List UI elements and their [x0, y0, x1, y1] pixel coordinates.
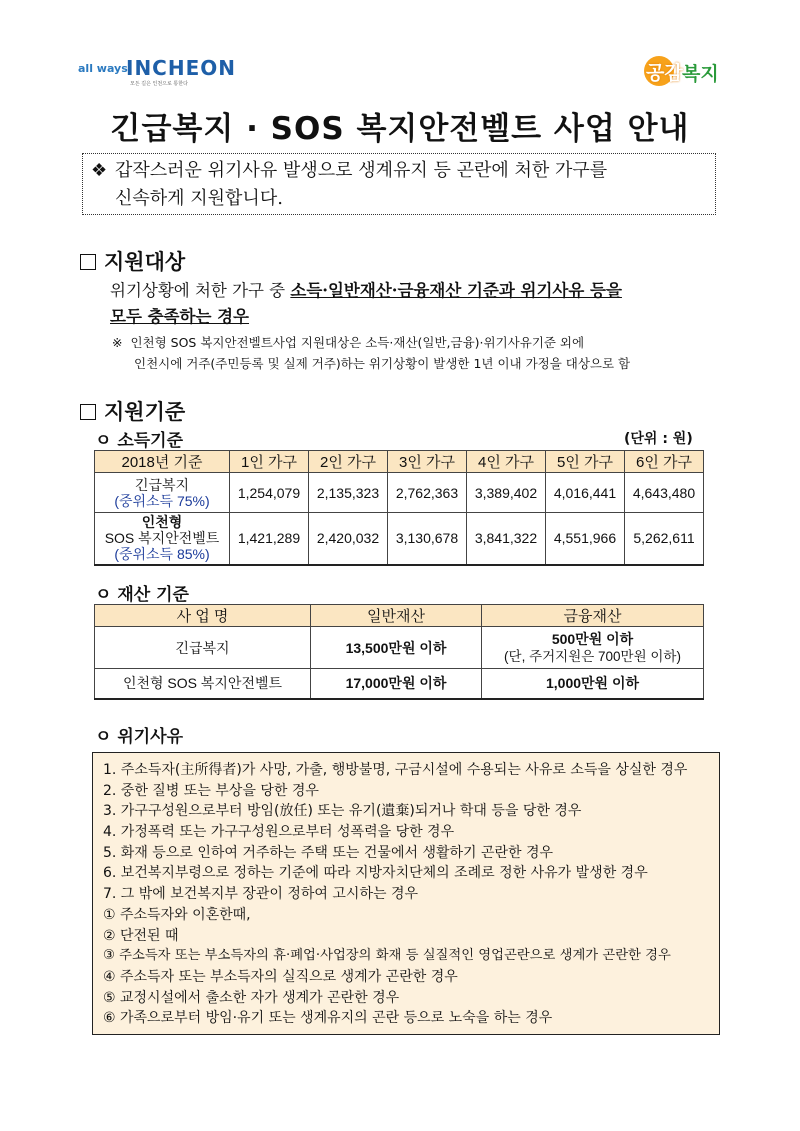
income-cell: 4,643,480 — [625, 473, 704, 513]
logo-part1: 공감 — [646, 62, 683, 84]
income-cell: 3,389,402 — [467, 473, 546, 513]
income-header-cell: 6인 가구 — [625, 451, 704, 473]
income-cell: 1,421,289 — [230, 513, 309, 565]
row-name-line2: SOS 복지안전벨트 — [104, 530, 220, 547]
crisis-subitem: ② 단전된 때 — [103, 927, 179, 944]
crisis-item: 4. 가정폭력 또는 가구구성원으로부터 성폭력을 당한 경우 — [103, 824, 455, 841]
property-financial: 1,000만원 이하 — [482, 669, 704, 699]
property-header-row — [95, 605, 704, 627]
crisis-item: 1. 주소득자(主所得者)가 사망, 가출, 행방불명, 구금시설에 수용되는 사유로 소득을 상실한 경우 — [103, 762, 688, 778]
note-line1: 인천형 SOS 복지안전벨트사업 지원대상은 소득·재산(일반,금융)·위기사유기준 외에 — [130, 335, 585, 350]
income-row-name — [95, 473, 230, 513]
income-cell: 4,551,966 — [546, 513, 625, 565]
income-unit: (단위 : 원) — [624, 431, 693, 447]
target-text-a: 위기상황에 처한 가구 중 — [110, 281, 291, 300]
row-name-line1: 긴급복지 — [134, 476, 190, 493]
crisis-item: 6. 보건복지부령으로 정하는 기준에 따라 지방자치단체의 조례로 정한 사유가 발생한 경우 — [103, 865, 648, 882]
logo-prefix: all ways — [78, 62, 128, 75]
property-general: 17,000만원 이하 — [311, 669, 482, 699]
income-header-cell: 3인 가구 — [388, 451, 467, 473]
property-header-cell: 사 업 명 — [95, 605, 311, 627]
crisis-subitem: ⑤ 교정시설에서 출소한 자가 생계가 곤란한 경우 — [103, 989, 400, 1006]
property-row-emergency — [95, 627, 704, 669]
incheon-logo — [78, 56, 236, 90]
property-table — [94, 604, 704, 700]
diamond-bullet-icon: ❖ — [91, 160, 108, 181]
section-target-title: 지원대상 — [104, 250, 186, 274]
income-header-cell: 2인 가구 — [309, 451, 388, 473]
income-table — [94, 450, 704, 566]
note-line2: 인천시에 거주(주민등록 및 실제 거주)하는 위기상황이 발생한 1년 이내 가정을 대상으로 함 — [134, 356, 631, 371]
property-row-name: 인천형 SOS 복지안전벨트 — [95, 669, 311, 699]
crisis-item: 2. 중한 질병 또는 부상을 당한 경우 — [103, 782, 319, 799]
income-row-sos — [95, 513, 704, 565]
income-cell: 4,016,441 — [546, 473, 625, 513]
income-header-cell: 1인 가구 — [230, 451, 309, 473]
income-header-row — [95, 451, 704, 473]
property-label: ㅇ 재산 기준 — [95, 585, 189, 605]
income-cell: 2,420,032 — [309, 513, 388, 565]
section-target-heading — [80, 246, 185, 276]
crisis-item: 7. 그 밖에 보건복지부 장관이 정하여 고시하는 경우 — [103, 886, 418, 903]
income-cell: 2,762,363 — [388, 473, 467, 513]
page-title: 긴급복지 · SOS 복지안전벨트 사업 안내 — [110, 111, 690, 147]
intro-line2: 신속하게 지원합니다. — [115, 188, 283, 209]
crisis-item: 5. 화재 등으로 인하여 거주하는 주택 또는 건물에서 생활하기 곤란한 경우 — [103, 844, 554, 861]
section-criteria-title: 지원기준 — [104, 400, 186, 424]
logo-name: INCHEON — [126, 56, 236, 80]
logo-tagline: 모든 길은 인천으로 통한다 — [130, 81, 188, 87]
crisis-subitem: ① 주소득자와 이혼한때, — [103, 906, 251, 923]
income-header-cell: 2018년 기준 — [95, 451, 230, 473]
row-name-ratio: (중위소득 85%) — [114, 546, 210, 563]
property-header-cell: 금융재산 — [482, 605, 704, 627]
income-row-emergency — [95, 473, 704, 513]
row-name-line1: 인천형 — [141, 514, 183, 531]
checkbox-square-icon — [80, 254, 96, 270]
income-header-cell: 5인 가구 — [546, 451, 625, 473]
crisis-subitem: ③ 주소득자 또는 부소득자의 휴·폐업·사업장의 화재 등 실질적인 영업곤란으로 생계가 곤란한 경우 — [103, 948, 671, 964]
crisis-subitem: ④ 주소득자 또는 부소득자의 실직으로 생계가 곤란한 경우 — [103, 968, 458, 985]
intro-box — [82, 153, 716, 215]
income-header-cell: 4인 가구 — [467, 451, 546, 473]
income-cell: 5,262,611 — [625, 513, 704, 565]
logo-part2: 복지 — [682, 63, 719, 85]
crisis-subitem: ⑥ 가족으로부터 방임·유기 또는 생계유지의 곤란 등으로 노숙을 하는 경우 — [103, 1010, 553, 1027]
gonggam-bokji-logo — [644, 52, 726, 90]
income-label: ㅇ 소득기준 — [95, 431, 184, 451]
target-description — [110, 278, 710, 330]
row-name-ratio: (중위소득 75%) — [114, 492, 210, 509]
income-cell: 3,130,678 — [388, 513, 467, 565]
target-note — [112, 332, 712, 374]
property-financial: 500만원 이하 — [551, 630, 634, 647]
property-financial-cell — [482, 627, 704, 669]
section-criteria-heading — [80, 396, 185, 426]
property-row-sos — [95, 669, 704, 699]
target-text-b: 소득·일반재산·금융재산 기준과 위기사유 등을 — [290, 281, 622, 300]
target-text-c: 모두 충족하는 경우 — [110, 307, 250, 326]
crisis-label: ㅇ 위기사유 — [95, 727, 184, 747]
property-financial-note: (단, 주거지원은 700만원 이하) — [504, 648, 681, 664]
property-row-name: 긴급복지 — [95, 627, 311, 669]
checkbox-square-icon — [80, 404, 96, 420]
property-general: 13,500만원 이하 — [311, 627, 482, 669]
intro-line1: 갑작스러운 위기사유 발생으로 생계유지 등 곤란에 처한 가구를 — [115, 160, 608, 181]
crisis-item: 3. 가구구성원으로부터 방임(放任) 또는 유기(遺棄)되거나 학대 등을 당한 경우 — [103, 803, 582, 820]
crisis-box — [92, 752, 720, 1035]
income-cell: 3,841,322 — [467, 513, 546, 565]
income-cell: 2,135,323 — [309, 473, 388, 513]
income-row-name — [95, 513, 230, 565]
income-cell: 1,254,079 — [230, 473, 309, 513]
property-header-cell: 일반재산 — [311, 605, 482, 627]
note-mark: ※ — [112, 335, 123, 350]
